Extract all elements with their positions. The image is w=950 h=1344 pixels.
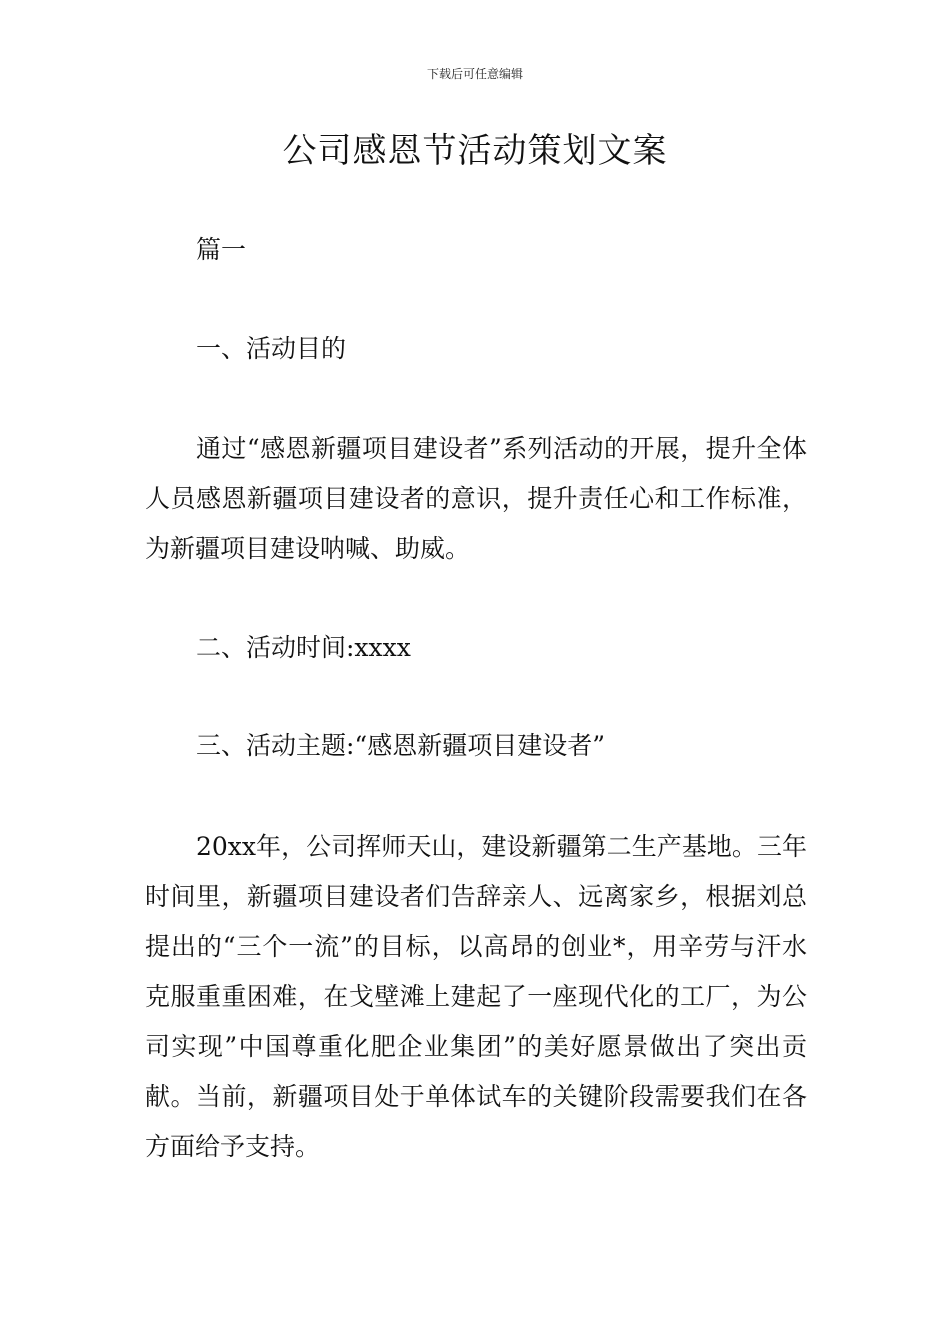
part-label: 篇一: [196, 235, 247, 264]
section-heading-time: 二、活动时间:xxxx: [196, 633, 411, 662]
header-note: 下载后可任意编辑: [426, 67, 523, 81]
paragraph-purpose: 通过“感恩新疆项目建设者”系列活动的开展，提升全体人员感恩新疆项目建设者的意识，提升责任心和工作标准，为新疆项目建设呐喊、助威。: [145, 434, 807, 563]
paragraph-background: 20xx年，公司挥师天山，建设新疆第二生产基地。三年时间里，新疆项目建设者们告辞亲人、远离家乡，根据刘总提出的“三个一流”的目标，以高昂的创业*，用辛劳与汗水克服重重困难，在戈壁滩上建起了一座现代化的工厂，为公司实现”中国尊重化肥企业集团”的美好愿景做出了突出贡献。当前，新疆项目处于单体试车的关键阶段需要我们在各方面给予支持。: [145, 832, 807, 1161]
section-heading-purpose: 一、活动目的: [196, 334, 347, 363]
document-title: 公司感恩节活动策划文案: [282, 131, 668, 171]
section-heading-theme: 三、活动主题:“感恩新疆项目建设者”: [196, 731, 605, 760]
